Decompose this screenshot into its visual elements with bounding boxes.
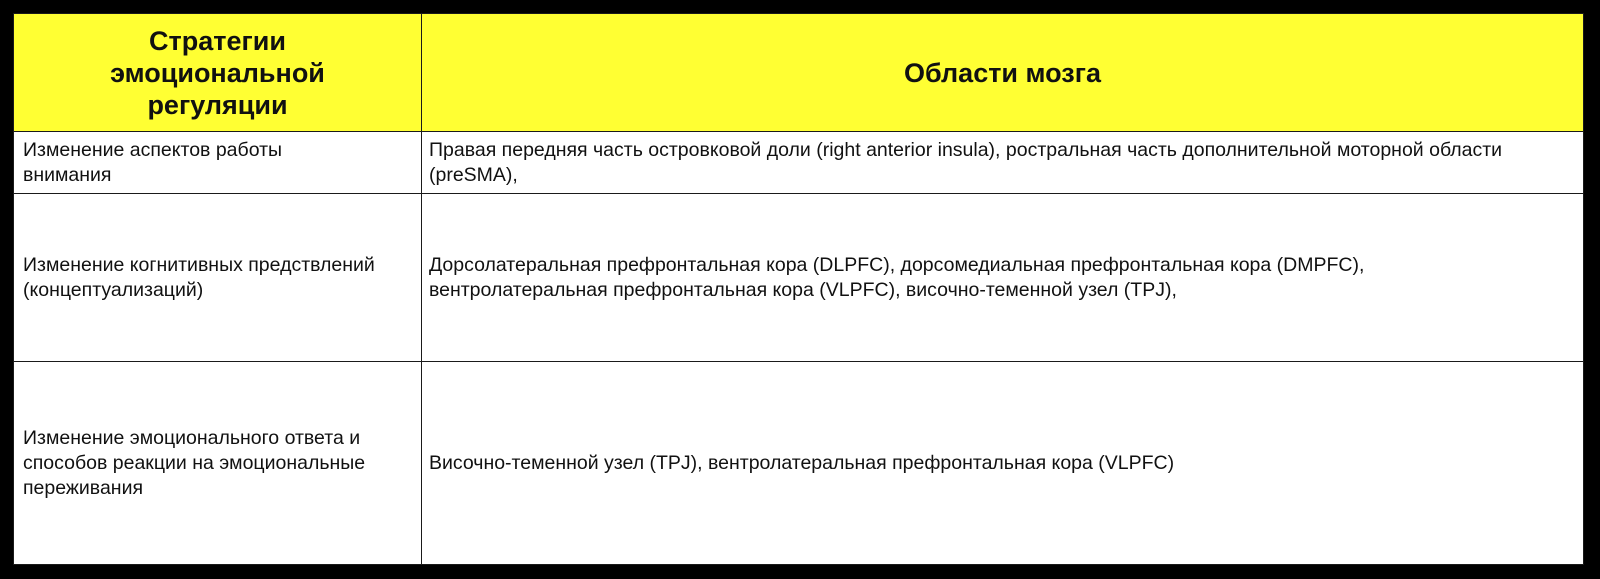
brain-areas-cell: Височно-теменной узел (TPJ), вентролатеральная префронтальная кора (VLPFC) [422, 362, 1584, 565]
table-row [14, 362, 1584, 565]
header-row [14, 14, 1584, 132]
brain-areas-cell: Дорсолатеральная префронтальная кора (DLPFC), дорсомедиальная префронтальная кора (DMPFC), вентролатеральная префронтальная кора (VLPFC), височно-теменной узел (TPJ), [422, 194, 1584, 362]
header-strategies: Стратегии эмоциональной регуляции [14, 14, 422, 132]
brain-areas-cell: Правая передняя часть островковой доли (right anterior insula), ростральная часть дополнительной моторной области (preSMA), [422, 132, 1584, 194]
strategy-cell: Изменение эмоционального ответа и способов реакции на эмоциональные переживания [14, 362, 422, 565]
strategy-cell: Изменение аспектов работы внимания [14, 132, 422, 194]
table-row [14, 194, 1584, 362]
header-brain-areas: Области мозга [422, 14, 1584, 132]
emotion-regulation-table [13, 13, 1584, 565]
strategy-cell: Изменение когнитивных предствлений (концептуализаций) [14, 194, 422, 362]
table-frame [13, 13, 1583, 564]
table-row [14, 132, 1584, 194]
